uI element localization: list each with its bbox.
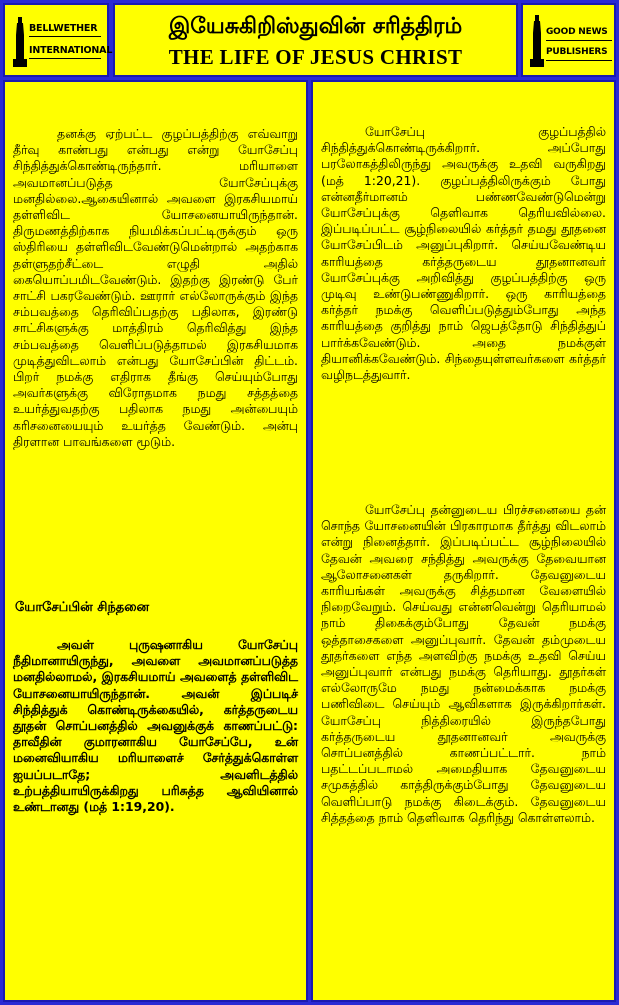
body-paragraph: தனக்கு ஏற்பட்ட குழப்பத்திற்கு எவ்வாறு தீர்வு காண்பது என்பது என்று யோசேப்பு சிந்தித்துக்கொண்டிருந்தார். மரியாளை அவமானப்படுத்த யோசேப்புக்கு மனதில்லை.ஆகையினால் அவளை இரகசியமாய் தள்ளிவிட யோசனையாயிருந்தான். திருமணத்திற்காக நியமிக்கப்பட்டிருக்கும் ஒரு ஸ்திரியை தள்ளிவிடவேண்டுமென்றால் அதற்காக தள்ளுதற்சீட்டை எழுதி அதில் கையொப்பமிடவேண்டும். இதற்கு இரண்டு பேர் சாட்சி பகரவேண்டும். ஊரார் எல்லோருக்கும் இந்த சம்பவத்தை தெரிவிப்பதற்கு பதிலாக, இரண்டு சாட்சிகளுக்கு மாத்திரம் தெரிவித்து இந்த சம்பவத்தை வெளிப்படுத்தாமல் இரகசியமாக முடித்துவிடலாம் என்பது யோசேப்பின் திட்டம். பிறர் நமக்கு எதிராக தீங்கு செய்யும்போது அவர்களுக்கு விரோதமாக நமது சத்தத்தை உயர்த்துவதற்கு பதிலாக நமது அன்பையும் கரிசனையையும் உயர்த்த வேண்டும். அன்பு திரளான பாவங்களை மூடும். xyxy=(13,126,298,449)
header-left-panel xyxy=(3,3,113,77)
logo-text-line2: INTERNATIONAL xyxy=(29,45,113,56)
right-column xyxy=(311,80,616,1002)
logo-rule xyxy=(546,60,612,61)
good-news-logo xyxy=(529,13,614,71)
title-tamil: இயேசுகிறிஸ்துவின் சரித்திரம் xyxy=(168,14,463,39)
section-heading: யோசேப்பின் சிந்தனை xyxy=(15,600,150,615)
tower-icon xyxy=(530,15,544,67)
logo-rule xyxy=(546,40,612,41)
bellwether-logo xyxy=(11,15,113,69)
logo-rule xyxy=(29,58,101,59)
header-right-panel xyxy=(521,3,616,77)
logo-text-line1: BELLWETHER xyxy=(29,23,98,34)
title-english: THE LIFE OF JESUS CHRIST xyxy=(168,45,463,69)
logo-text-line2: PUBLISHERS xyxy=(546,47,608,57)
body-paragraph: யோசேப்பு குழப்பத்தில் சிந்தித்துக்கொண்டிருக்கிறார். அப்போது பரலோகத்திலிருந்து அவருக்கு உதவி வருகிறது (மத் 1:20,21). குழப்பத்திலிருக்கும் போது என்னதீர்மானம் பண்ணவேண்டுமென்று யோசேப்புக்கு தெளிவாக தெரியவில்லை. இப்படிப்பட்ட சூழ்நிலையில் கர்த்தர் தமது தூதனை யோசேப்பிடம் அனுப்புகிறார். செய்யவேண்டிய காரியத்தை கர்த்தருடைய தூதனானவர் யோசேப்புக்கு அறிவித்து குழப்பத்திற்கு ஒரு முடிவு உண்டுபண்ணுகிறார். ஒரு காரியத்தை கர்த்தர் நமக்கு வெளிப்படுத்தும்போது அந்த காரியத்தை குறித்து நாம் ஜெபத்தோடு சிந்தித்துப் பார்க்கவேண்டும். அதை நமக்குள் தியானிக்கவேண்டும். சிந்தையுள்ளவர்களை கர்த்தர் வழிநடத்துவார். xyxy=(321,124,606,383)
tower-icon xyxy=(13,17,27,67)
body-paragraph: யோசேப்பு தன்னுடைய பிரச்சனையை தன் சொந்த யோசனையின் பிரகாரமாக தீர்த்து விடலாம் என்று நினைத்தார். இப்படிப்பட்ட சூழ்நிலையில் தேவன் அவரை சந்தித்து அவருக்கு தேவையான ஆலோசனைகள் தருகிறார். தேவனுடைய காரியங்கள் அவருக்கு சித்தமான வேளையில் நிறைவேறும். செய்வது என்னவென்று தெரியாமல் நாம் திகைக்கும்போது தேவன் நமக்கு ஒத்தாசைகளை அனுப்புவார். தேவன் தம்முடைய தூதர்களை எந்த அளவிற்கு நமக்கு உதவி செய்ய அனுப்புவார் என்பது நமக்கு தெரியாது. தூதர்கள் எல்லோருமே நமது நன்மைக்காக நமக்கு பணிவிடை செய்யும் ஆவிகளாக இருக்கிறார்கள். யோசேப்பு நித்திரையில் இருந்தபோது கர்த்தருடைய தூதனானவர் அவருக்கு சொப்பனத்தில் காணப்பட்டார். நாம் பதட்டப்படாமல் அமைதியாக தேவனுடைய சமுகத்தில் காத்திருக்கும்போது தேவனுடைய வெளிப்பாடு நமக்கு கிடைக்கும். தேவனுடைய சித்தத்தை நாம் தெளிவாக தெரிந்து கொள்ளலாம். xyxy=(321,502,606,825)
scripture-quote: அவள் புருஷனாகிய யோசேப்பு நீதிமானாயிருந்து, அவளை அவமானப்படுத்த மனதில்லாமல், இரகசியமாய் அவளைத் தள்ளிவிட யோசனையாயிருந்தான். அவன் இப்படிச் சிந்தித்துக் கொண்டிருக்கையில், கர்த்தருடைய தூதன் சொப்பனத்தில் அவனுக்குக் காணப்பட்டு: தாவீதின் குமாரனாகிய யோசேப்பே, உன் மனைவியாகிய மரியாளைச் சேர்த்துக்கொள்ள ஐயப்படாதே; அவளிடத்தில் உற்பத்தியாயிருக்கிறது பரிசுத்த ஆவியினால் உண்டானது (மத் 1:19,20). xyxy=(13,637,298,815)
logo-rule xyxy=(29,36,101,37)
left-column xyxy=(3,80,308,1002)
header-title-panel xyxy=(113,3,518,77)
logo-text-line1: GOOD NEWS xyxy=(546,27,608,37)
